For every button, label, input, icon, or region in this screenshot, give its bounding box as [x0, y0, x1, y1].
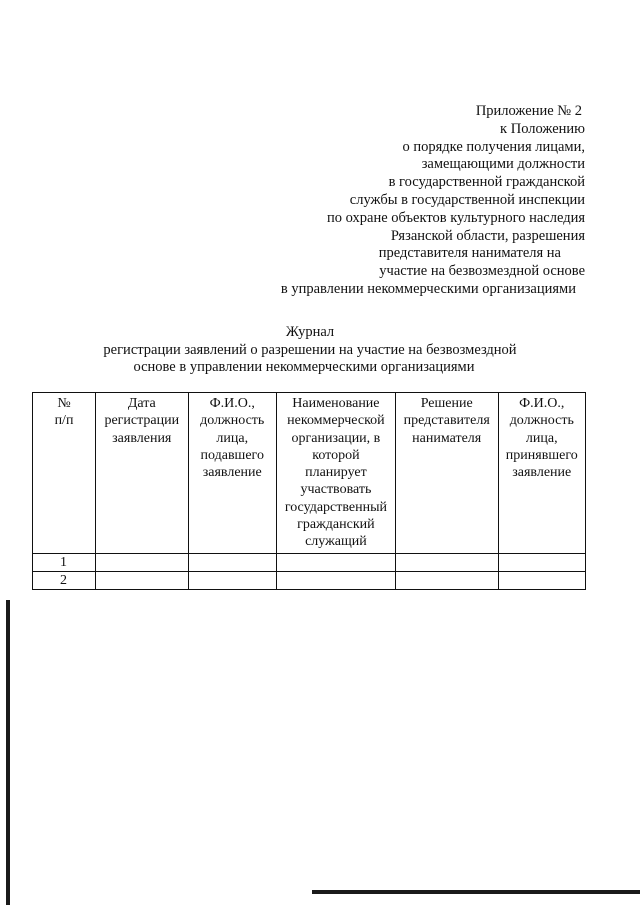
header-cell-date	[96, 393, 189, 554]
table-cell	[276, 571, 395, 589]
header-cell-decision	[395, 393, 498, 554]
appendix-line: службы в государственной инспекции	[349, 191, 585, 208]
header-line: нанимателя	[412, 430, 482, 446]
title-subline: регистрации заявлений о разрешении на участие на безвозмездной	[103, 341, 517, 358]
scan-edge-left	[6, 600, 10, 905]
appendix-line: участие на безвозмездной основе	[379, 263, 585, 280]
header-line: №	[57, 396, 71, 411]
header-line: должность	[200, 413, 265, 429]
row-number-cell: 1	[33, 553, 96, 571]
table-header-row	[33, 393, 586, 554]
table-row	[33, 571, 586, 589]
header-line: Наименование	[292, 396, 380, 411]
table-cell	[395, 571, 498, 589]
header-line: Дата	[127, 396, 156, 411]
appendix-line: в управлении некоммерческими организациями	[280, 280, 576, 297]
appendix-line: о порядке получения лицами,	[402, 138, 585, 155]
table-cell	[498, 553, 585, 571]
row-number-cell: 2	[33, 571, 96, 589]
table-cell	[188, 571, 276, 589]
header-line: служащий	[305, 534, 367, 550]
header-line: должность	[509, 413, 574, 429]
header-line: п/п	[54, 413, 74, 429]
header-line: заявления	[112, 430, 172, 446]
header-cell-number	[33, 393, 96, 554]
scan-edge-bottom	[312, 890, 640, 894]
title-subline: основе в управлении некоммерческими организациями	[133, 359, 475, 375]
header-line: регистрации	[104, 413, 180, 429]
table-row	[33, 553, 586, 571]
header-line: представителя	[403, 413, 490, 429]
appendix-line: по охране объектов культурного наследия	[327, 209, 585, 226]
header-line: организации, в	[291, 430, 381, 446]
table-cell	[395, 553, 498, 571]
journal-title	[60, 324, 570, 377]
header-line: некоммерческой	[287, 413, 385, 429]
table-cell	[188, 553, 276, 571]
header-cell-applicant	[188, 393, 276, 554]
header-line: участвовать	[300, 482, 372, 498]
header-line: Ф.И.О.,	[519, 396, 565, 411]
header-line: государственный	[284, 499, 387, 515]
header-line: лица,	[525, 430, 558, 446]
table-cell	[96, 553, 189, 571]
header-cell-receiver	[498, 393, 585, 554]
table-cell	[96, 571, 189, 589]
header-line: заявление	[512, 465, 572, 481]
header-line: принявшего	[505, 447, 578, 463]
appendix-line: к Положению	[500, 120, 585, 137]
appendix-block	[281, 103, 585, 299]
table-cell	[498, 571, 585, 589]
header-line: подавшего	[200, 447, 264, 463]
journal-table	[32, 392, 586, 590]
header-line: заявление	[202, 465, 262, 481]
title-heading: Журнал	[285, 324, 335, 340]
header-line: Ф.И.О.,	[209, 396, 255, 411]
appendix-line: замещающими должности	[421, 156, 585, 173]
header-line: планирует	[305, 465, 367, 481]
header-cell-organization	[276, 393, 395, 554]
header-line: лица,	[216, 430, 249, 446]
header-line: которой	[312, 447, 360, 463]
appendix-number: Приложение № 2	[475, 103, 582, 119]
appendix-line: представителя нанимателя на	[378, 245, 561, 262]
appendix-line: Рязанской области, разрешения	[390, 227, 585, 244]
table-cell	[276, 553, 395, 571]
header-line: гражданский	[297, 517, 375, 533]
appendix-line: в государственной гражданской	[388, 174, 585, 191]
header-line: Решение	[420, 396, 473, 411]
